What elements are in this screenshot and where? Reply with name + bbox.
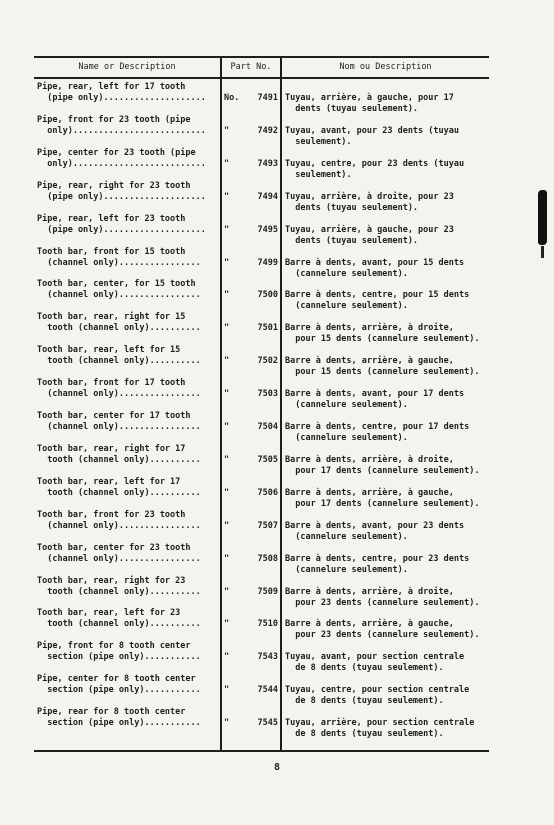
table-row <box>0 279 554 312</box>
part-name: Tooth bar, front for 17 tooth (channel only)................ <box>37 378 201 400</box>
part-description: Tuyau, centre, pour 23 dents (tuyau seulement). <box>285 158 465 180</box>
table-row <box>0 444 554 477</box>
part-name: Pipe, rear for 8 tooth center section (pipe only)........... <box>37 707 201 729</box>
part-name: Tooth bar, front for 15 tooth (channel only)................ <box>37 246 201 268</box>
ditto-mark: " <box>224 619 230 630</box>
ditto-mark: " <box>224 224 230 235</box>
table-row <box>0 345 554 378</box>
part-name: Pipe, rear, right for 23 tooth (pipe only).................... <box>37 180 206 202</box>
part-number: 7499 <box>257 257 278 268</box>
ditto-mark: " <box>224 158 230 169</box>
table-row <box>0 378 554 411</box>
table-row <box>0 543 554 576</box>
part-description: Barre à dents, arrière, à gauche, pour 23 dents (cannelure seulement). <box>285 619 480 641</box>
part-description: Barre à dents, avant, pour 17 dents (cannelure seulement). <box>285 389 465 411</box>
part-description: Tuyau, arrière, à gauche, pour 23 dents (tuyau seulement). <box>285 224 454 246</box>
part-description: Tuyau, arrière, à droite, pour 23 dents (tuyau seulement). <box>285 191 454 213</box>
table-row <box>0 247 554 280</box>
header-rule <box>34 77 489 79</box>
part-description: Barre à dents, centre, pour 15 dents (cannelure seulement). <box>285 290 470 312</box>
part-number: 7510 <box>257 619 278 630</box>
part-description: Barre à dents, centre, pour 17 dents (cannelure seulement). <box>285 422 470 443</box>
ditto-mark: " <box>224 586 230 597</box>
part-number: 7492 <box>257 125 278 136</box>
part-number: 7504 <box>257 422 278 432</box>
part-number: 7543 <box>257 652 278 663</box>
ditto-mark: " <box>224 323 230 334</box>
ditto-mark: " <box>224 520 230 531</box>
part-number: 7503 <box>257 389 278 400</box>
page-number: 8 <box>273 762 281 773</box>
ditto-mark: " <box>224 553 230 564</box>
part-name: Pipe, rear, left for 23 tooth (pipe only).................... <box>37 213 206 235</box>
table-row <box>0 411 554 444</box>
part-description: Barre à dents, avant, pour 23 dents (cannelure seulement). <box>285 520 465 542</box>
part-name: Pipe, front for 23 tooth (pipe only).......................... <box>37 114 206 136</box>
part-number: 7544 <box>257 685 278 696</box>
table-row <box>0 576 554 609</box>
part-description: Barre à dents, avant, pour 15 dents (cannelure seulement). <box>285 257 465 279</box>
part-description: Tuyau, arrière, à gauche, pour 17 dents (tuyau seulement). <box>285 93 454 114</box>
table-row <box>0 82 554 115</box>
part-name: Tooth bar, rear, left for 17 tooth (channel only).......... <box>37 476 201 498</box>
table-bottom-rule <box>34 750 489 752</box>
part-name: Tooth bar, front for 23 tooth (channel only)................ <box>37 509 201 531</box>
header-name: Name or Description <box>78 62 176 72</box>
ditto-mark: " <box>224 487 230 498</box>
part-description: Barre à dents, arrière, à droite, pour 17 dents (cannelure seulement). <box>285 454 480 476</box>
part-description: Tuyau, avant, pour section centrale de 8 dents (tuyau seulement). <box>285 652 465 674</box>
table-row <box>0 181 554 214</box>
part-name: Tooth bar, center, for 15 tooth (channel only)................ <box>37 279 201 301</box>
ink-blot-tail <box>541 246 544 258</box>
header-part-no: Part No. <box>230 62 272 72</box>
part-name: Pipe, center for 8 tooth center section (pipe only)........... <box>37 674 201 696</box>
table-row <box>0 641 554 674</box>
part-description: Barre à dents, arrière, à gauche, pour 17 dents (cannelure seulement). <box>285 487 480 509</box>
part-description: Barre à dents, arrière, à droite, pour 15 dents (cannelure seulement). <box>285 323 480 345</box>
table-top-rule <box>34 56 489 58</box>
part-number: 7491 <box>257 93 278 103</box>
part-description: Tuyau, centre, pour section centrale de 8 dents (tuyau seulement). <box>285 685 470 707</box>
part-name: Tooth bar, rear, right for 23 tooth (channel only).......... <box>37 575 201 597</box>
table-row <box>0 148 554 181</box>
table-row <box>0 115 554 148</box>
ditto-mark: " <box>224 422 230 432</box>
part-number: 7505 <box>257 454 278 465</box>
ditto-mark: No. <box>224 93 240 103</box>
ink-blot <box>538 190 547 245</box>
table-row <box>0 510 554 543</box>
ditto-mark: " <box>224 191 230 202</box>
part-description: Barre à dents, arrière, à droite, pour 23 dents (cannelure seulement). <box>285 586 480 608</box>
part-description: Tuyau, avant, pour 23 dents (tuyau seulement). <box>285 125 459 147</box>
part-number: 7509 <box>257 586 278 597</box>
part-number: 7506 <box>257 487 278 498</box>
ditto-mark: " <box>224 685 230 696</box>
part-description: Barre à dents, arrière, à gauche, pour 15 dents (cannelure seulement). <box>285 356 480 378</box>
header-nom: Nom ou Description <box>339 62 432 72</box>
part-name: Pipe, front for 8 tooth center section (pipe only)........... <box>37 641 201 663</box>
part-number: 7500 <box>257 290 278 301</box>
part-name: Tooth bar, rear, right for 17 tooth (channel only).......... <box>37 443 201 465</box>
part-name: Tooth bar, rear, right for 15 tooth (channel only).......... <box>37 312 201 334</box>
table-row <box>0 214 554 247</box>
table-row <box>0 312 554 345</box>
ditto-mark: " <box>224 454 230 465</box>
part-name: Tooth bar, rear, left for 23 tooth (channel only).......... <box>37 608 201 630</box>
part-name: Pipe, rear, left for 17 tooth (pipe only).................... <box>37 82 206 103</box>
ditto-mark: " <box>224 652 230 663</box>
table-row <box>0 707 554 740</box>
part-description: Tuyau, arrière, pour section centrale de 8 dents (tuyau seulement). <box>285 718 475 740</box>
part-number: 7493 <box>257 158 278 169</box>
part-number: 7545 <box>257 718 278 729</box>
part-description: Barre à dents, centre, pour 23 dents (cannelure seulement). <box>285 553 470 575</box>
table-row <box>0 674 554 707</box>
table-row <box>0 608 554 641</box>
part-name: Tooth bar, center for 17 tooth (channel only)................ <box>37 411 201 432</box>
part-number: 7502 <box>257 356 278 367</box>
part-number: 7508 <box>257 553 278 564</box>
ditto-mark: " <box>224 356 230 367</box>
part-number: 7494 <box>257 191 278 202</box>
ditto-mark: " <box>224 718 230 729</box>
ditto-mark: " <box>224 257 230 268</box>
ditto-mark: " <box>224 389 230 400</box>
part-number: 7501 <box>257 323 278 334</box>
part-number: 7495 <box>257 224 278 235</box>
part-number: 7507 <box>257 520 278 531</box>
part-name: Pipe, center for 23 tooth (pipe only).......................... <box>37 147 206 169</box>
ditto-mark: " <box>224 290 230 301</box>
part-name: Tooth bar, center for 23 tooth (channel only)................ <box>37 542 201 564</box>
ditto-mark: " <box>224 125 230 136</box>
table-row <box>0 477 554 510</box>
part-name: Tooth bar, rear, left for 15 tooth (channel only).......... <box>37 345 201 367</box>
